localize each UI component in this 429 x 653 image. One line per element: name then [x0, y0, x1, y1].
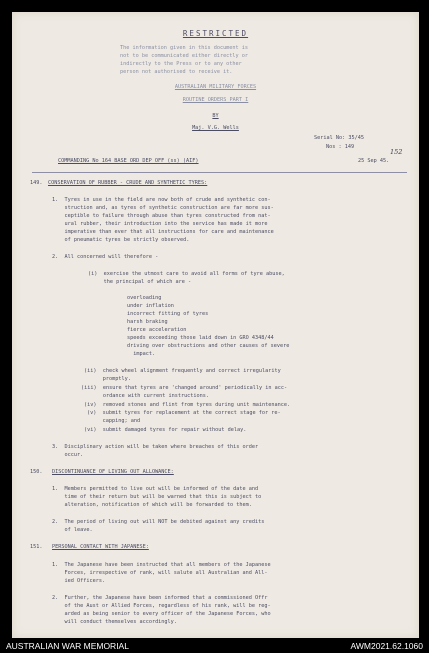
- item-149-sub-iii-line-1: (iii) ensure that tyres are 'changed around' periodically in acc-: [81, 385, 288, 391]
- by-line: BY: [212, 113, 219, 119]
- item-149-sub-v-line-2: capping; and: [87, 418, 141, 424]
- item-151-number: 151.: [30, 544, 43, 550]
- document-page: [12, 12, 419, 638]
- abuse-item: driving over obstructions and other causes of severe: [127, 343, 290, 349]
- item-150-para-2-line-2: of leave.: [52, 527, 93, 533]
- credit-left: AUSTRALIAN WAR MEMORIAL: [6, 641, 129, 651]
- item-151-para-1-line-1: 1. The Japanese have been instructed that all members of the Japanese: [52, 562, 271, 568]
- notice-line-2: not to be communicated either directly or: [120, 53, 249, 59]
- abuse-item: fierce acceleration: [127, 327, 187, 333]
- force-heading: AUSTRALIAN MILITARY FORCES: [174, 84, 257, 90]
- abuse-item: harsh braking: [127, 319, 168, 325]
- item-149-sub-vi: (vi) submit damaged tyres for repair without delay.: [84, 427, 247, 433]
- item-149-para-3-line-2: occur.: [52, 452, 84, 458]
- item-150-title: DISCONTINUANCE OF LIVING OUT ALLOWANCE:: [52, 469, 174, 475]
- orders-title: ROUTINE ORDERS PART I: [182, 97, 249, 103]
- unit-line: COMMANDING No 164 BASE ORD DEP OFF (ss) (AIF): [58, 158, 199, 164]
- abuse-item: overloading: [127, 295, 162, 301]
- item-149-para-1-line-2: struction and, as tyres of synthetic construction are far more sus-: [52, 205, 274, 211]
- item-149-sub-i-line-1: (i) exercise the utmost care to avoid all forms of tyre abuse,: [88, 271, 285, 277]
- credit-right: AWM2021.62.1060: [350, 641, 423, 651]
- item-149-para-1-line-5: imperative than ever that all instructions for care and maintenance: [52, 229, 274, 235]
- abuse-item: speeds exceeding those laid down in GRO 4348/44: [127, 335, 274, 341]
- item-149-sub-iv: (iv) removed stones and flint from tyres during unit maintenance.: [84, 402, 291, 408]
- item-150-number: 150.: [30, 469, 43, 475]
- item-149-number: 149.: [30, 180, 43, 186]
- order-date: 25 Sep 45.: [358, 158, 390, 164]
- item-149-para-1-line-1: 1. Tyres in use in the field are now both of crude and synthetic con-: [52, 197, 271, 203]
- classification-heading: RESTRICTED: [182, 29, 249, 38]
- handwritten-sheet-annotation: 152: [390, 148, 403, 156]
- item-149-sub-v-line-1: (v) submit tyres for replacement at the correct stage for re-: [87, 410, 281, 416]
- item-149-title: CONSERVATION OF RUBBER - CRUDE AND SYNTHETIC TYRES:: [48, 180, 208, 186]
- abuse-item: incorrect fitting of tyres: [127, 311, 209, 317]
- item-151-para-2-line-3: arded as being senior to every officer of the Japanese Forces, who: [52, 611, 271, 617]
- item-151-para-2-line-1: 2. Further, the Japanese have been informed that a commissioned Offr: [52, 595, 268, 601]
- item-151-para-2-line-2: of the Aust or Allied Forces, regardless of his rank, will be reg-: [52, 603, 271, 609]
- item-150-para-1-line-1: 1. Members permitted to live out will be informed of the date and: [52, 486, 259, 492]
- item-149-para-1-line-6: of pneumatic tyres be strictly observed.: [52, 237, 190, 243]
- notice-line-1: The information given in this document is: [120, 45, 249, 51]
- item-149-sub-ii-line-2: promptly.: [84, 376, 131, 382]
- item-149-para-2: 2. All concerned will therefore -: [52, 254, 159, 260]
- item-151-title: PERSONAL CONTACT WITH JAPANESE:: [52, 544, 149, 550]
- item-149-sub-ii-line-1: (ii) check wheel alignment frequently and correct irregularity: [84, 368, 281, 374]
- header-divider: [32, 172, 407, 173]
- item-151-para-1-line-3: ied Officers.: [52, 578, 106, 584]
- abuse-item: under inflation: [127, 303, 174, 309]
- notice-line-4: person not authorised to receive it.: [120, 69, 233, 75]
- item-150-para-2-line-1: 2. The period of living out will NOT be debited against any credits: [52, 519, 265, 525]
- item-150-para-1-line-3: alteration, notification of which will be forwarded to them.: [52, 502, 252, 508]
- item-149-para-1-line-4: ural rubber, their introduction into the service has made it more: [52, 221, 268, 227]
- item-151-para-2-line-4: will conduct themselves accordingly.: [52, 619, 177, 625]
- serial-number: Serial No: 35/45: [314, 135, 364, 141]
- item-151-para-1-line-2: Forces, irrespective of rank, will salute all Australian and All-: [52, 570, 268, 576]
- item-149-sub-i-line-2: the principal of which are -: [88, 279, 192, 285]
- sheet-numbers: Nos : 149: [326, 144, 355, 150]
- item-149-sub-iii-line-2: ordance with current instructions.: [81, 393, 210, 399]
- item-149-para-1-line-3: ceptible to failure through abuse than tyres constructed from nat-: [52, 213, 271, 219]
- notice-line-3: indirectly to the Press or to any other: [120, 61, 242, 67]
- item-150-para-1-line-2: time of their return but will be warned that this is subject to: [52, 494, 262, 500]
- officer-name: Maj. V.G. Wells: [192, 125, 239, 131]
- abuse-item: impact.: [127, 351, 156, 357]
- item-149-para-3-line-1: 3. Disciplinary action will be taken where breaches of this order: [52, 444, 259, 450]
